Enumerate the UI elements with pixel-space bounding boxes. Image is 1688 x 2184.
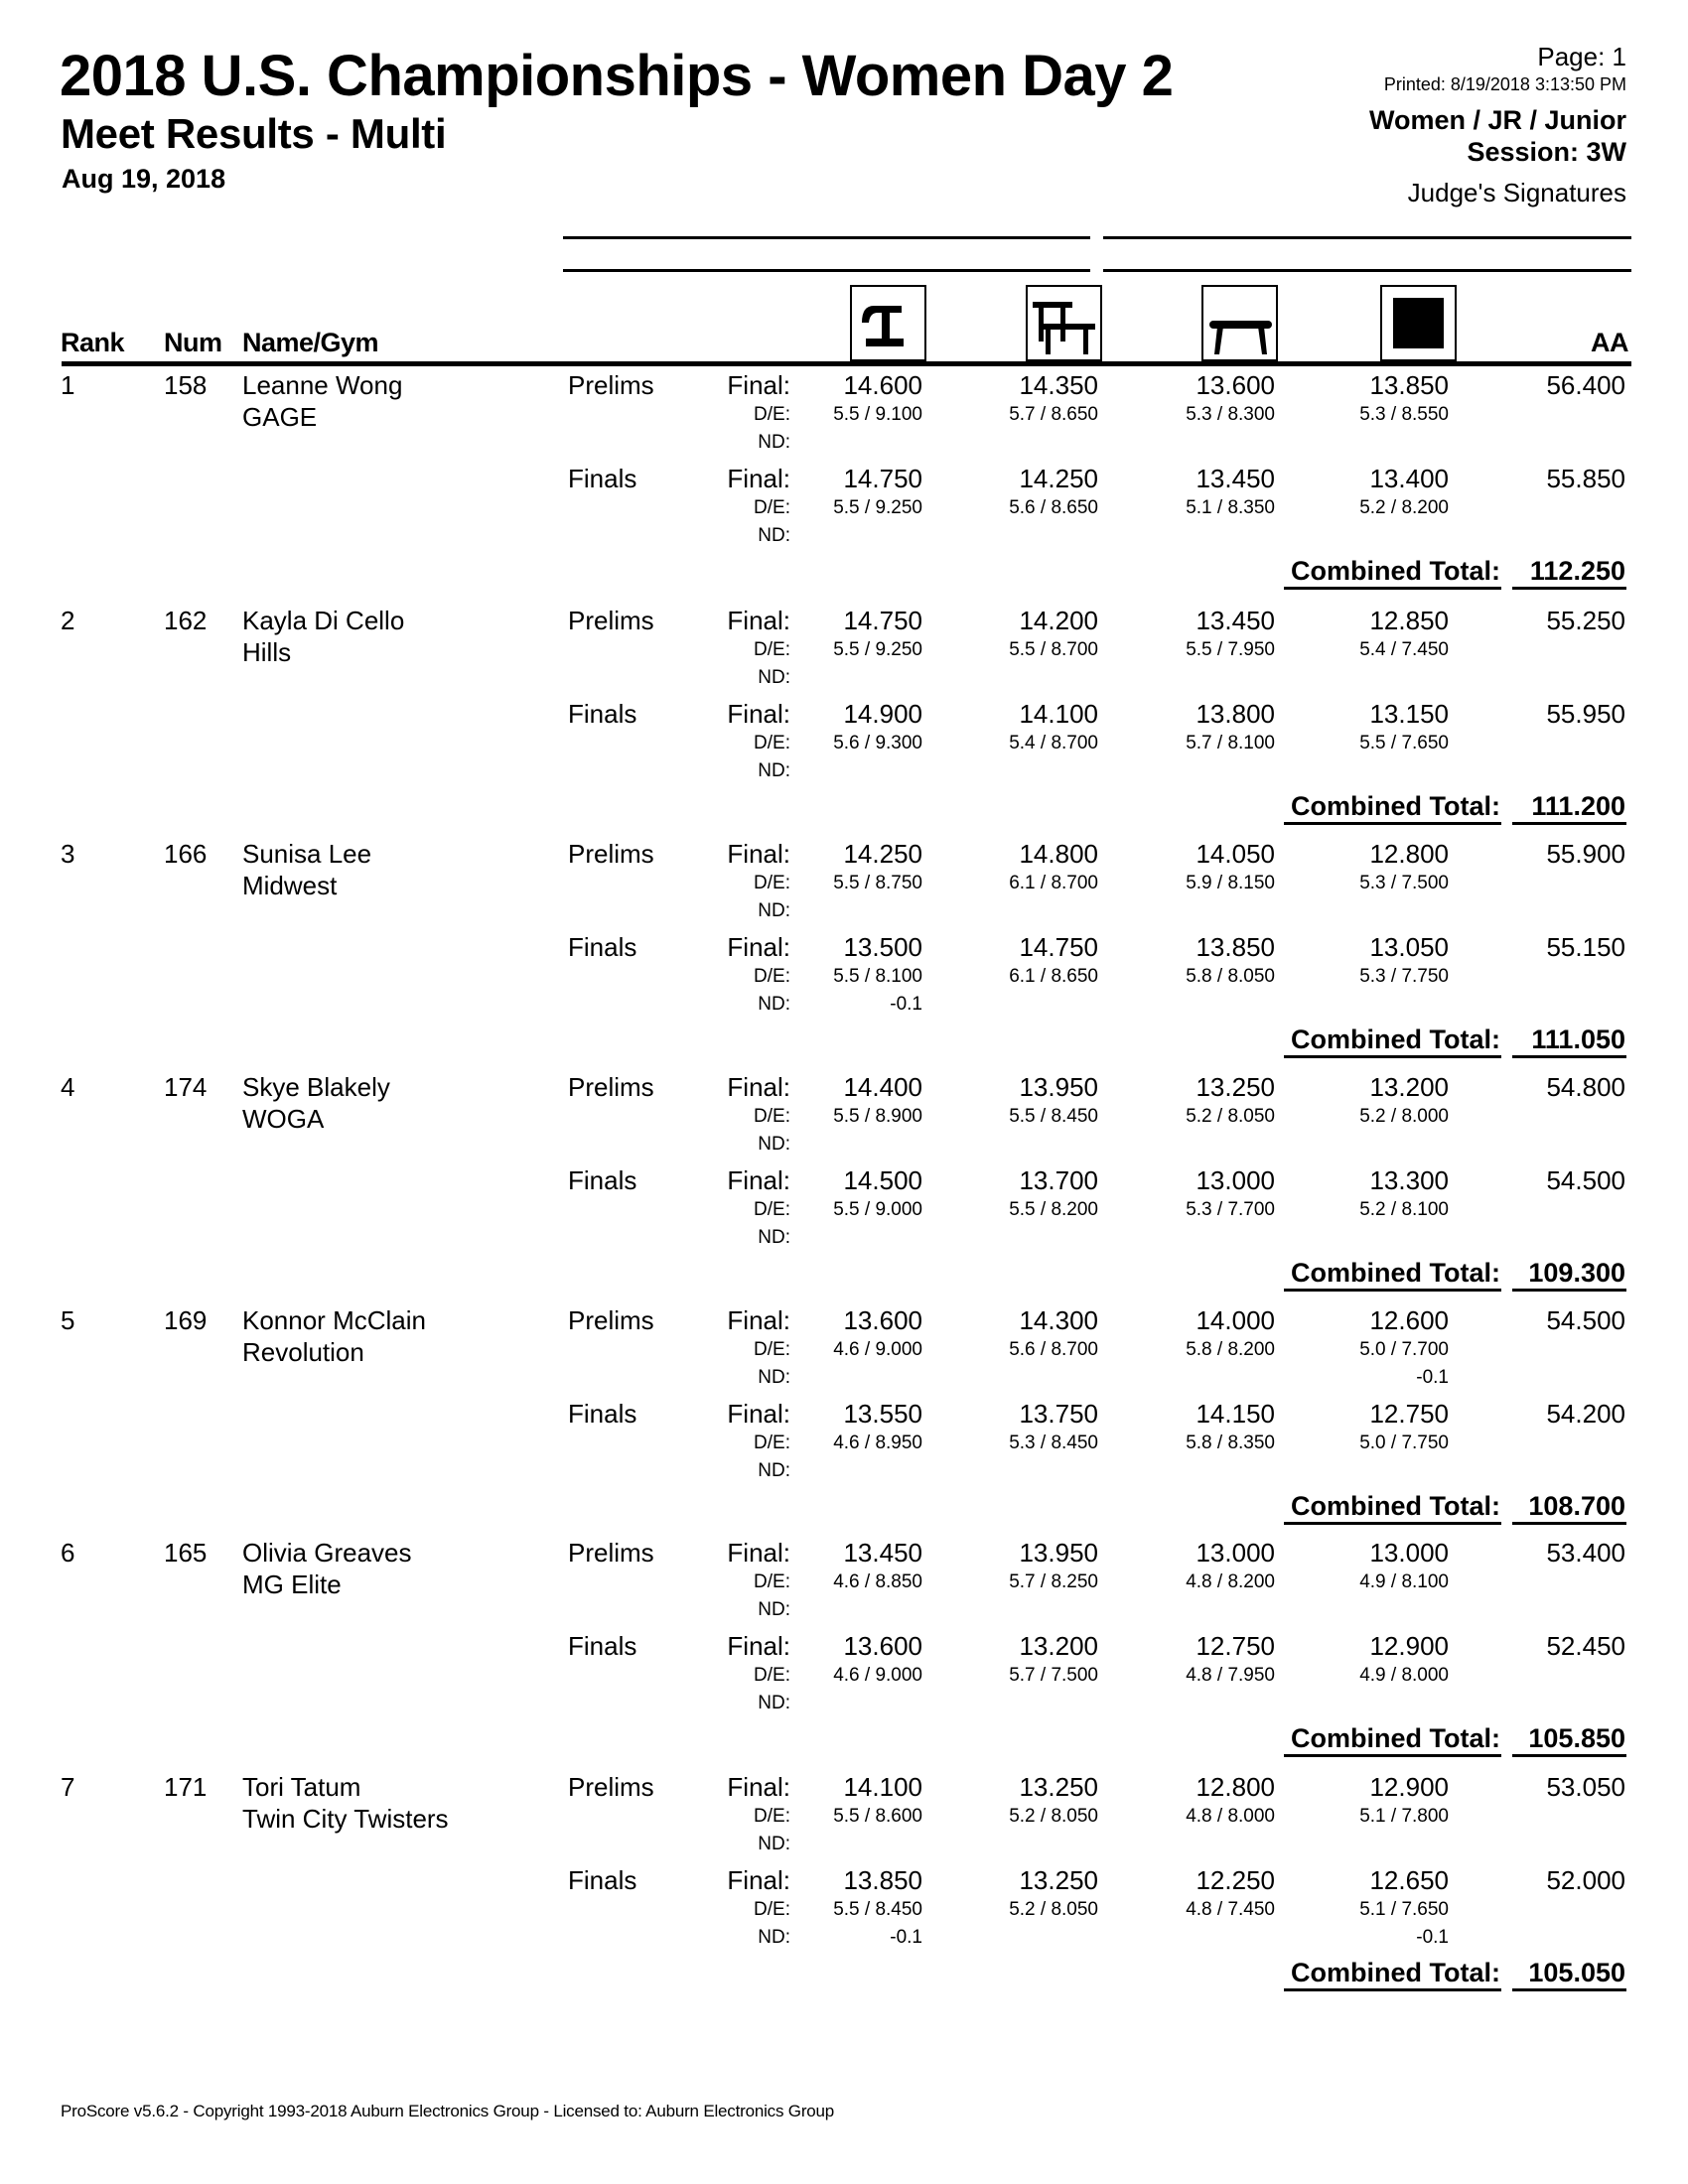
aa-score: 55.950 <box>1546 698 1625 729</box>
nd-label: ND: <box>758 1459 790 1481</box>
combined-total-value-underline <box>1512 822 1626 825</box>
athlete-number: 171 <box>164 1771 208 1802</box>
nd-label: ND: <box>758 1926 790 1948</box>
event-de-score: 5.8 / 8.350 <box>1186 1432 1275 1453</box>
nd-label: ND: <box>758 759 790 781</box>
event-final-score: 12.250 <box>1196 1864 1275 1895</box>
event-de-score: 5.3 / 7.750 <box>1359 965 1449 987</box>
athlete-name: Tori Tatum <box>242 1771 361 1802</box>
athlete-rank: 5 <box>61 1304 75 1335</box>
final-label: Final: <box>727 1537 790 1568</box>
event-de-score: 5.3 / 8.550 <box>1359 403 1449 425</box>
uneven-bars-column-header <box>1026 285 1102 361</box>
nd-label: ND: <box>758 431 790 453</box>
event-final-score: 13.950 <box>1019 1071 1098 1102</box>
athlete-gym: GAGE <box>242 401 318 432</box>
aa-score: 54.800 <box>1546 1071 1625 1102</box>
printed-timestamp: Printed: 8/19/2018 3:13:50 PM <box>1383 74 1626 94</box>
athlete-rank: 3 <box>61 838 75 869</box>
uneven-bars-icon <box>1028 287 1100 359</box>
page-number: Page: 1 <box>1537 42 1626 71</box>
event-final-score: 14.600 <box>843 369 922 400</box>
de-label: D/E: <box>754 638 790 660</box>
event-final-score: 13.600 <box>843 1630 922 1661</box>
event-final-score: 14.400 <box>843 1071 922 1102</box>
round-label: Finals <box>568 1864 637 1895</box>
combined-total-value-underline <box>1512 1055 1626 1058</box>
event-de-score: 5.3 / 8.300 <box>1186 403 1275 425</box>
balance-beam-column-header <box>1201 285 1278 361</box>
event-de-score: 5.5 / 8.600 <box>833 1805 922 1827</box>
final-label: Final: <box>727 605 790 635</box>
event-de-score: 5.8 / 8.200 <box>1186 1338 1275 1360</box>
nd-label: ND: <box>758 1226 790 1248</box>
athlete-gym: Midwest <box>242 870 338 900</box>
event-final-score: 14.050 <box>1196 838 1275 869</box>
combined-total-label: Combined Total: <box>1291 1723 1500 1754</box>
de-label: D/E: <box>754 1198 790 1220</box>
event-final-score: 13.250 <box>1019 1864 1098 1895</box>
event-final-score: 13.250 <box>1196 1071 1275 1102</box>
final-label: Final: <box>727 1071 790 1102</box>
combined-total-label: Combined Total: <box>1291 1491 1500 1522</box>
athlete-rank: 7 <box>61 1771 75 1802</box>
combined-total-value-underline <box>1512 1289 1626 1292</box>
event-de-score: 4.6 / 8.950 <box>833 1432 922 1453</box>
vault-icon <box>852 287 924 359</box>
nd-label: ND: <box>758 1133 790 1155</box>
event-final-score: 14.500 <box>843 1164 922 1195</box>
event-final-score: 12.750 <box>1196 1630 1275 1661</box>
final-label: Final: <box>727 1771 790 1802</box>
vault-column-header <box>850 285 926 361</box>
de-label: D/E: <box>754 1805 790 1827</box>
final-label: Final: <box>727 1398 790 1429</box>
event-final-score: 12.900 <box>1369 1630 1449 1661</box>
event-final-score: 13.000 <box>1196 1537 1275 1568</box>
name-gym-column-header: Name/Gym <box>242 328 379 357</box>
event-nd-deduction: -0.1 <box>1416 1366 1449 1388</box>
event-de-score: 5.5 / 8.750 <box>833 872 922 893</box>
event-final-score: 12.850 <box>1369 605 1449 635</box>
event-nd-deduction: -0.1 <box>890 1926 922 1948</box>
floor-exercise-icon <box>1382 287 1455 359</box>
aa-score: 56.400 <box>1546 369 1625 400</box>
signature-line <box>1103 236 1631 239</box>
combined-total-label: Combined Total: <box>1291 1258 1500 1289</box>
round-label: Finals <box>568 1398 637 1429</box>
event-de-score: 6.1 / 8.650 <box>1009 965 1098 987</box>
event-de-score: 5.5 / 7.950 <box>1186 638 1275 660</box>
event-final-score: 12.600 <box>1369 1304 1449 1335</box>
final-label: Final: <box>727 838 790 869</box>
final-label: Final: <box>727 1164 790 1195</box>
event-de-score: 5.5 / 8.450 <box>833 1898 922 1920</box>
aa-score: 53.050 <box>1546 1771 1625 1802</box>
event-de-score: 5.3 / 7.500 <box>1359 872 1449 893</box>
de-label: D/E: <box>754 1898 790 1920</box>
event-final-score: 13.850 <box>1369 369 1449 400</box>
rank-column-header: Rank <box>61 328 125 357</box>
signature-line <box>563 236 1090 239</box>
event-de-score: 6.1 / 8.700 <box>1009 872 1098 893</box>
combined-total-label: Combined Total: <box>1291 1024 1500 1055</box>
event-de-score: 5.1 / 7.800 <box>1359 1805 1449 1827</box>
event-final-score: 13.000 <box>1196 1164 1275 1195</box>
athlete-gym: MG Elite <box>242 1569 342 1599</box>
round-label: Prelims <box>568 1304 654 1335</box>
round-label: Prelims <box>568 1771 654 1802</box>
de-label: D/E: <box>754 1338 790 1360</box>
event-de-score: 5.4 / 7.450 <box>1359 638 1449 660</box>
final-label: Final: <box>727 931 790 962</box>
event-de-score: 5.6 / 8.650 <box>1009 496 1098 518</box>
event-final-score: 14.250 <box>843 838 922 869</box>
combined-total-label-underline <box>1284 1522 1501 1525</box>
event-final-score: 14.150 <box>1196 1398 1275 1429</box>
event-final-score: 14.750 <box>1019 931 1098 962</box>
event-final-score: 14.300 <box>1019 1304 1098 1335</box>
athlete-number: 166 <box>164 838 208 869</box>
final-label: Final: <box>727 698 790 729</box>
event-final-score: 14.200 <box>1019 605 1098 635</box>
event-final-score: 12.650 <box>1369 1864 1449 1895</box>
event-de-score: 5.2 / 8.050 <box>1009 1805 1098 1827</box>
de-label: D/E: <box>754 1570 790 1592</box>
athlete-gym: WOGA <box>242 1103 325 1134</box>
de-label: D/E: <box>754 1432 790 1453</box>
event-final-score: 14.250 <box>1019 463 1098 493</box>
round-label: Finals <box>568 698 637 729</box>
combined-total-value-underline <box>1512 1988 1626 1991</box>
de-label: D/E: <box>754 965 790 987</box>
de-label: D/E: <box>754 732 790 753</box>
event-de-score: 5.2 / 8.200 <box>1359 496 1449 518</box>
round-label: Prelims <box>568 605 654 635</box>
event-de-score: 5.5 / 9.000 <box>833 1198 922 1220</box>
event-de-score: 5.2 / 8.100 <box>1359 1198 1449 1220</box>
event-final-score: 14.100 <box>1019 698 1098 729</box>
event-final-score: 13.950 <box>1019 1537 1098 1568</box>
event-de-score: 5.9 / 8.150 <box>1186 872 1275 893</box>
combined-total-label-underline <box>1284 822 1501 825</box>
event-final-score: 14.350 <box>1019 369 1098 400</box>
event-final-score: 14.800 <box>1019 838 1098 869</box>
athlete-number: 169 <box>164 1304 208 1335</box>
aa-score: 52.000 <box>1546 1864 1625 1895</box>
event-final-score: 12.800 <box>1196 1771 1275 1802</box>
event-de-score: 4.6 / 8.850 <box>833 1570 922 1592</box>
athlete-rank: 2 <box>61 605 75 635</box>
athlete-number: 158 <box>164 369 208 400</box>
meet-date: Aug 19, 2018 <box>62 164 226 194</box>
nd-label: ND: <box>758 1692 790 1713</box>
athlete-gym: Twin City Twisters <box>242 1803 449 1834</box>
combined-total-value: 112.250 <box>1529 556 1625 587</box>
event-de-score: 5.5 / 8.100 <box>833 965 922 987</box>
athlete-name: Kayla Di Cello <box>242 605 405 635</box>
aa-score: 55.850 <box>1546 463 1625 493</box>
athlete-gym: Hills <box>242 636 292 667</box>
event-de-score: 5.5 / 8.450 <box>1009 1105 1098 1127</box>
event-de-score: 5.6 / 8.700 <box>1009 1338 1098 1360</box>
event-de-score: 5.2 / 8.050 <box>1186 1105 1275 1127</box>
event-de-score: 4.6 / 9.000 <box>833 1338 922 1360</box>
de-label: D/E: <box>754 872 790 893</box>
division-label: Women / JR / Junior <box>1368 105 1626 135</box>
athlete-name: Olivia Greaves <box>242 1537 412 1568</box>
athlete-rank: 4 <box>61 1071 75 1102</box>
event-de-score: 4.9 / 8.100 <box>1359 1570 1449 1592</box>
event-de-score: 5.7 / 7.500 <box>1009 1664 1098 1686</box>
event-final-score: 13.400 <box>1369 463 1449 493</box>
athlete-name: Konnor McClain <box>242 1304 426 1335</box>
combined-total-value: 111.050 <box>1531 1024 1625 1055</box>
de-label: D/E: <box>754 403 790 425</box>
aa-column-header: AA <box>1591 328 1628 357</box>
aa-score: 55.150 <box>1546 931 1625 962</box>
combined-total-value-underline <box>1512 1754 1626 1757</box>
de-label: D/E: <box>754 1664 790 1686</box>
round-label: Prelims <box>568 838 654 869</box>
final-label: Final: <box>727 369 790 400</box>
round-label: Finals <box>568 463 637 493</box>
combined-total-value: 109.300 <box>1528 1258 1625 1289</box>
event-final-score: 13.050 <box>1369 931 1449 962</box>
combined-total-value: 105.850 <box>1528 1723 1625 1754</box>
event-de-score: 5.8 / 8.050 <box>1186 965 1275 987</box>
event-final-score: 13.250 <box>1019 1771 1098 1802</box>
event-de-score: 5.7 / 8.100 <box>1186 732 1275 753</box>
event-de-score: 5.5 / 8.700 <box>1009 638 1098 660</box>
judges-signatures-label: Judge's Signatures <box>1407 178 1626 207</box>
nd-label: ND: <box>758 993 790 1015</box>
aa-score: 53.400 <box>1546 1537 1625 1568</box>
event-final-score: 13.850 <box>843 1864 922 1895</box>
event-de-score: 5.5 / 8.200 <box>1009 1198 1098 1220</box>
combined-total-label: Combined Total: <box>1291 791 1500 822</box>
athlete-name: Sunisa Lee <box>242 838 372 869</box>
header-rule <box>62 361 1631 366</box>
event-de-score: 5.5 / 9.250 <box>833 496 922 518</box>
event-final-score: 14.750 <box>843 605 922 635</box>
event-final-score: 13.800 <box>1196 698 1275 729</box>
event-de-score: 4.8 / 8.000 <box>1186 1805 1275 1827</box>
combined-total-label-underline <box>1284 1754 1501 1757</box>
event-de-score: 5.4 / 8.700 <box>1009 732 1098 753</box>
event-de-score: 5.2 / 8.050 <box>1009 1898 1098 1920</box>
event-de-score: 5.1 / 8.350 <box>1186 496 1275 518</box>
athlete-rank: 6 <box>61 1537 75 1568</box>
round-label: Prelims <box>568 1537 654 1568</box>
event-final-score: 12.750 <box>1369 1398 1449 1429</box>
signature-line <box>1103 269 1631 272</box>
athlete-number: 162 <box>164 605 208 635</box>
event-de-score: 5.7 / 8.650 <box>1009 403 1098 425</box>
event-de-score: 5.6 / 9.300 <box>833 732 922 753</box>
round-label: Prelims <box>568 369 654 400</box>
round-label: Finals <box>568 1630 637 1661</box>
event-de-score: 4.8 / 7.450 <box>1186 1898 1275 1920</box>
event-final-score: 14.900 <box>843 698 922 729</box>
event-de-score: 5.7 / 8.250 <box>1009 1570 1098 1592</box>
event-nd-deduction: -0.1 <box>890 993 922 1015</box>
athlete-gym: Revolution <box>242 1336 364 1367</box>
event-de-score: 5.5 / 7.650 <box>1359 732 1449 753</box>
aa-score: 54.500 <box>1546 1304 1625 1335</box>
nd-label: ND: <box>758 1598 790 1620</box>
footer-copyright: ProScore v5.6.2 - Copyright 1993-2018 Auburn Electronics Group - Licensed to: Auburn Electronics Group <box>61 2102 835 2120</box>
round-label: Finals <box>568 931 637 962</box>
final-label: Final: <box>727 1304 790 1335</box>
event-final-score: 13.450 <box>843 1537 922 1568</box>
num-column-header: Num <box>164 328 222 357</box>
de-label: D/E: <box>754 496 790 518</box>
event-final-score: 13.550 <box>843 1398 922 1429</box>
signature-line <box>563 269 1090 272</box>
meet-title: 2018 U.S. Championships - Women Day 2 <box>60 44 1174 108</box>
event-de-score: 5.0 / 7.750 <box>1359 1432 1449 1453</box>
event-de-score: 5.1 / 7.650 <box>1359 1898 1449 1920</box>
event-final-score: 13.450 <box>1196 463 1275 493</box>
event-de-score: 4.6 / 9.000 <box>833 1664 922 1686</box>
aa-score: 54.200 <box>1546 1398 1625 1429</box>
nd-label: ND: <box>758 1833 790 1854</box>
combined-total-label-underline <box>1284 1988 1501 1991</box>
round-label: Prelims <box>568 1071 654 1102</box>
event-nd-deduction: -0.1 <box>1416 1926 1449 1948</box>
round-label: Finals <box>568 1164 637 1195</box>
event-de-score: 5.5 / 9.250 <box>833 638 922 660</box>
event-final-score: 13.600 <box>1196 369 1275 400</box>
event-final-score: 13.750 <box>1019 1398 1098 1429</box>
combined-total-value-underline <box>1512 587 1626 590</box>
athlete-rank: 1 <box>61 369 75 400</box>
event-de-score: 5.0 / 7.700 <box>1359 1338 1449 1360</box>
event-final-score: 12.800 <box>1369 838 1449 869</box>
floor-exercise-column-header <box>1380 285 1457 361</box>
event-final-score: 13.200 <box>1369 1071 1449 1102</box>
event-de-score: 5.3 / 8.450 <box>1009 1432 1098 1453</box>
combined-total-label-underline <box>1284 1289 1501 1292</box>
event-de-score: 4.8 / 8.200 <box>1186 1570 1275 1592</box>
combined-total-label-underline <box>1284 587 1501 590</box>
nd-label: ND: <box>758 666 790 688</box>
balance-beam-icon <box>1203 287 1276 359</box>
event-final-score: 13.000 <box>1369 1537 1449 1568</box>
event-de-score: 5.5 / 9.100 <box>833 403 922 425</box>
aa-score: 52.450 <box>1546 1630 1625 1661</box>
de-label: D/E: <box>754 1105 790 1127</box>
athlete-name: Leanne Wong <box>242 369 403 400</box>
nd-label: ND: <box>758 899 790 921</box>
athlete-number: 174 <box>164 1071 208 1102</box>
final-label: Final: <box>727 1630 790 1661</box>
combined-total-label-underline <box>1284 1055 1501 1058</box>
event-de-score: 4.8 / 7.950 <box>1186 1664 1275 1686</box>
event-final-score: 13.500 <box>843 931 922 962</box>
event-final-score: 13.300 <box>1369 1164 1449 1195</box>
event-final-score: 13.850 <box>1196 931 1275 962</box>
event-de-score: 4.9 / 8.000 <box>1359 1664 1449 1686</box>
final-label: Final: <box>727 1864 790 1895</box>
event-final-score: 13.200 <box>1019 1630 1098 1661</box>
final-label: Final: <box>727 463 790 493</box>
event-final-score: 13.700 <box>1019 1164 1098 1195</box>
combined-total-value: 108.700 <box>1528 1491 1625 1522</box>
aa-score: 54.500 <box>1546 1164 1625 1195</box>
session-label: Session: 3W <box>1467 137 1626 167</box>
event-final-score: 14.750 <box>843 463 922 493</box>
event-de-score: 5.5 / 8.900 <box>833 1105 922 1127</box>
athlete-number: 165 <box>164 1537 208 1568</box>
event-de-score: 5.3 / 7.700 <box>1186 1198 1275 1220</box>
event-final-score: 13.150 <box>1369 698 1449 729</box>
event-final-score: 13.450 <box>1196 605 1275 635</box>
athlete-name: Skye Blakely <box>242 1071 390 1102</box>
event-final-score: 12.900 <box>1369 1771 1449 1802</box>
event-de-score: 5.2 / 8.000 <box>1359 1105 1449 1127</box>
event-final-score: 14.000 <box>1196 1304 1275 1335</box>
nd-label: ND: <box>758 1366 790 1388</box>
combined-total-label: Combined Total: <box>1291 556 1500 587</box>
report-subtitle: Meet Results - Multi <box>61 110 447 157</box>
event-final-score: 14.100 <box>843 1771 922 1802</box>
aa-score: 55.900 <box>1546 838 1625 869</box>
combined-total-value: 111.200 <box>1531 791 1625 822</box>
combined-total-value-underline <box>1512 1522 1626 1525</box>
nd-label: ND: <box>758 524 790 546</box>
aa-score: 55.250 <box>1546 605 1625 635</box>
event-final-score: 13.600 <box>843 1304 922 1335</box>
combined-total-label: Combined Total: <box>1291 1958 1500 1988</box>
combined-total-value: 105.050 <box>1528 1958 1625 1988</box>
